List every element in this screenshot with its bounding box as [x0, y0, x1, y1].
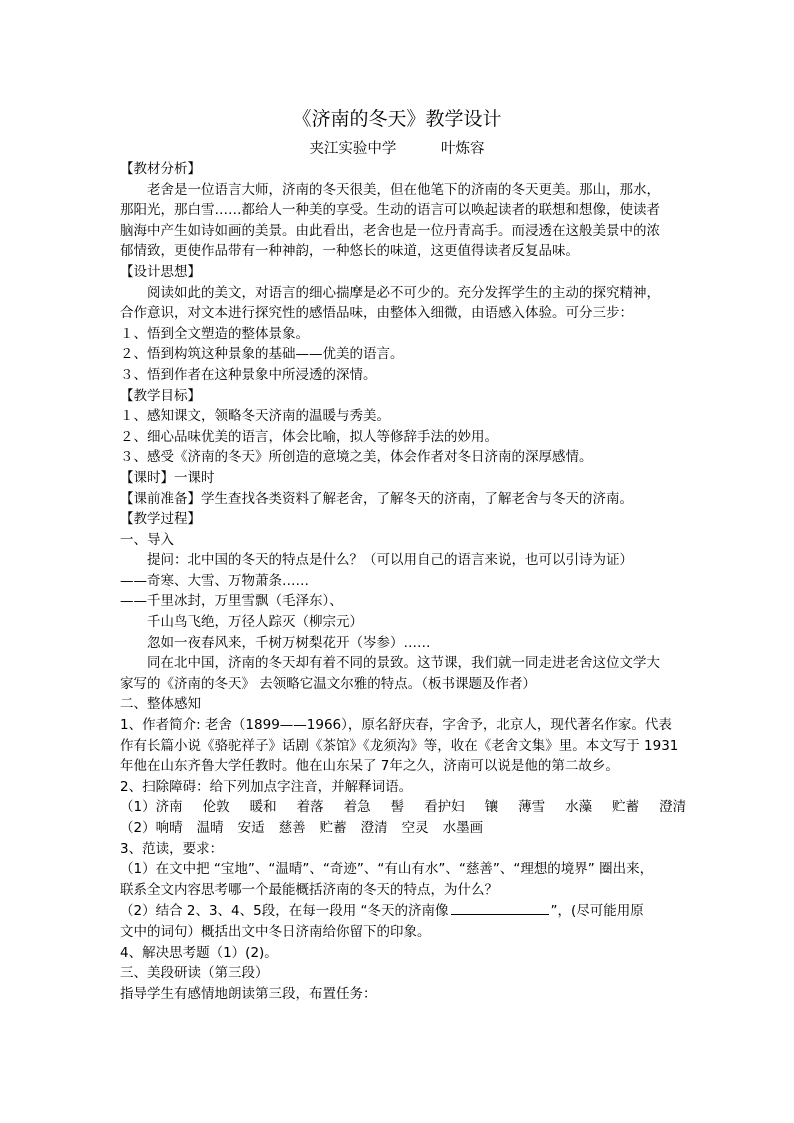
vocab-word: 空灵 [401, 820, 429, 836]
paragraph-line: 2、扫除障碍：给下列加点字注音，并解释词语。 [120, 778, 413, 795]
vocab-word: 安适 [237, 820, 265, 836]
paragraph-line: 1、作者简介: 老舍（1899——1966），原名舒庆春，字舍予，北京人，现代著名作家。代表 [120, 717, 672, 734]
vocab-word: 薄雪 [518, 799, 546, 816]
fill-in-prefix: （2）结合 2、3、4、5段，在每一段用 “冬天的济南像 [120, 903, 449, 920]
vocab-word: 伦敦 [202, 799, 230, 816]
vocab-word: 贮蓄 [612, 799, 640, 816]
section-heading: 二、整体感知 [120, 696, 201, 713]
vocab-word: 响晴 [155, 820, 183, 836]
paragraph-line: 提问：北中国的冬天的特点是什么？（可以用自己的语言来说，也可以引诗为证） [147, 552, 633, 569]
list-item: １、悟到全文塑造的整体景象。 [120, 325, 309, 342]
vocab-word: 着急 [343, 799, 371, 816]
poem-line: 忽如一夜春风来，千树万树梨花开（岑参）…… [147, 634, 431, 651]
teacher-name: 叶炼容 [441, 141, 485, 157]
paragraph-line: ——千里冰封，万里雪飘（毛泽东）、 [120, 593, 343, 610]
vocab-row-label: （1） [120, 799, 156, 816]
vocab-word: 澄清 [659, 799, 687, 816]
paragraph-line: 指导学生有感情地朗读第三段，布置任务： [120, 985, 377, 1002]
list-item: ２、悟到构筑这种景象的基础——优美的语言。 [120, 346, 404, 363]
paragraph-line: ——奇寒、大雪、万物萧条…… [120, 572, 309, 589]
paragraph-line: 家写的《济南的冬天》 去领略它温文尔雅的特点。（板书课题及作者） [120, 675, 537, 692]
paragraph-line: 联系全文内容思考哪一个最能概括济南的冬天的特点，为什么？ [120, 881, 498, 898]
paragraph-line: 那阳光，那白雪……都给人一种美的享受。生动的语言可以唤起读者的联想和想像，使读者 [120, 202, 660, 219]
list-item: ３、悟到作者在这种景象中所浸透的深情。 [120, 366, 377, 383]
heading-textbook-analysis: 【教材分析】 [120, 161, 201, 177]
paragraph-line: 阅读如此的美文，对语言的细心揣摩是必不可少的。充分发挥学生的主动的探究精神， [147, 284, 660, 301]
vocab-word: 暖和 [249, 799, 277, 816]
paragraph-line: 脑海中产生如诗如画的美景。由此看出，老舍也是一位丹青高手。而浸透在这般美景中的浓 [120, 222, 660, 239]
heading-design-idea: 【设计思想】 [120, 263, 201, 280]
paragraph-line: （1）在文中把 “宝地”、“温晴”、“奇迹”、“有山有水”、“慈善”、“理想的境界” 圈出来， [120, 861, 654, 878]
vocab-row-label: （2） [120, 820, 156, 836]
paragraph-line: 老舍是一位语言大师，济南的冬天很美，但在他笔下的济南的冬天更美。那山，那水， [147, 181, 660, 198]
heading-teaching-process: 【教学过程】 [120, 511, 201, 528]
paragraph-line: 合作意识，对文本进行探究性的感悟品味，由整体入细微，由语感入体验。可分三步： [120, 305, 633, 322]
list-item: ３、感受《济南的冬天》所创造的意境之美，体会作者对冬日济南的深厚感情。 [120, 449, 593, 466]
document-title: 《济南的冬天》教学设计 [292, 108, 502, 130]
list-item: ２、细心品味优美的语言，体会比喻，拟人等修辞手法的妙用。 [120, 428, 498, 445]
list-item: １、感知课文，领略冬天济南的温暖与秀美。 [120, 408, 390, 425]
vocab-row-1 [120, 797, 700, 818]
vocab-word: 髻 [390, 799, 405, 816]
vocab-word: 澄清 [360, 820, 388, 836]
author-line [0, 139, 794, 159]
vocab-word: 镶 [484, 799, 499, 816]
answer-blank [451, 900, 549, 915]
vocab-word: 慈善 [278, 820, 306, 836]
paragraph-line: 年他在山东齐鲁大学任教时。他在山东呆了 7年之久，济南可以说是他的第二故乡。 [120, 758, 619, 775]
heading-teaching-goals: 【教学目标】 [120, 387, 201, 404]
heading-preparation: 【课前准备】学生查找各类资料了解老舍，了解冬天的济南，了解老舍与冬天的济南。 [120, 490, 633, 507]
paragraph-line: 郁情致，更使作品带有一种神韵，一种悠长的味道，这更值得读者反复品味。 [120, 243, 579, 260]
paragraph-line: 同在北中国，济南的冬天却有着不同的景致。这节课，我们就一同走进老舍这位文学大 [147, 655, 660, 672]
vocab-word: 水藻 [565, 799, 593, 816]
paragraph-line: 4、解决思考题（1）(2)。 [120, 944, 278, 961]
paragraph-line: 3、范读，要求： [120, 840, 224, 857]
paragraph-line: 作有长篇小说《骆驼祥子》话剧《茶馆》《龙须沟》等，收在《老舍文集》里。本文写于 1931 [120, 737, 679, 754]
vocab-word: 着落 [296, 799, 324, 816]
paragraph-line: 文中的词句）概括出文中冬日济南给你留下的印象。 [120, 923, 431, 940]
vocab-word: 贮蓄 [319, 820, 347, 836]
poem-line: 千山鸟飞绝，万径人踪灭（柳宗元） [147, 614, 363, 631]
heading-class-hours: 【课时】一课时 [120, 469, 215, 486]
vocab-word: 看护妇 [424, 799, 465, 816]
fill-in-suffix: ”，(尽可能用原 [550, 903, 644, 920]
fill-in-line [120, 900, 700, 922]
school-name: 夹江实验中学 [309, 141, 397, 157]
section-heading: 三、美段研读（第三段） [120, 965, 269, 982]
document-body [120, 159, 700, 1004]
section-heading: 一、导入 [120, 531, 174, 548]
vocab-row-2 [120, 818, 700, 839]
vocab-word: 温晴 [196, 820, 224, 836]
vocab-word: 水墨画 [442, 820, 484, 836]
vocab-word: 济南 [155, 799, 183, 816]
